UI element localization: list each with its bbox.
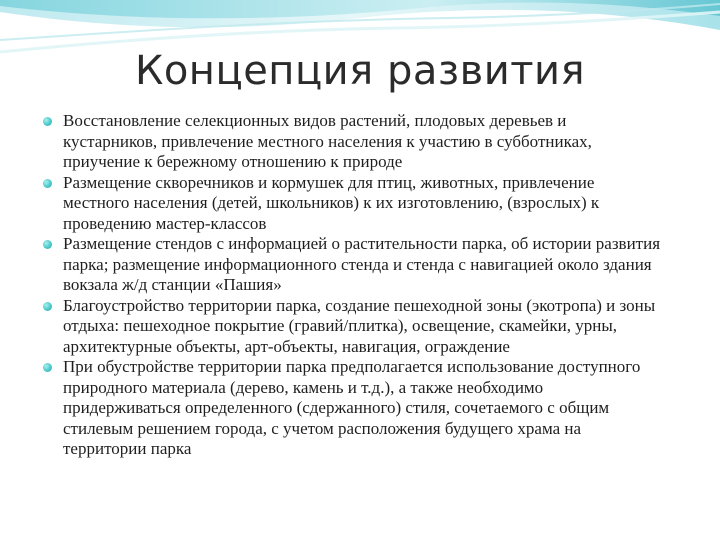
bullet-dot-icon — [43, 117, 52, 126]
bullet-list — [43, 111, 663, 460]
bullet-text: Размещение скворечников и кормушек для птиц, животных, привлечение местного населения (детей, школьников) к их изготовлению, (взрослых) к проведению мастер-классов — [63, 172, 600, 233]
list-item — [43, 173, 663, 235]
bullet-text: Благоустройство территории парка, создание пешеходной зоны (экотропа) и зоны отдыха: пешеходное покрытие (гравий/плитка), освещение, скамейки, урны, архитектурные объекты, арт-объекты, навигация, ограждение — [63, 295, 656, 356]
list-item — [43, 357, 663, 460]
bullet-dot-icon — [43, 363, 52, 372]
list-item — [43, 234, 663, 296]
bullet-dot-icon — [43, 302, 52, 311]
list-item — [43, 296, 663, 358]
list-item — [43, 111, 663, 173]
bullet-dot-icon — [43, 179, 52, 188]
bullet-text: Размещение стендов с информацией о растительности парка, об истории развития парка; размещение информационного стенда и стенда с навигацией около здания вокзала ж/д станции «Пашия» — [63, 234, 661, 294]
bullet-text: При обустройстве территории парка предполагается использование доступного природного материала (дерево, камень и т.д.), а также необходимо придерживаться определенного (сдержанного) стиля, сочетаемого с общим стилевым решением города, с учетом расположения будущего храма на территории парка — [63, 357, 641, 458]
bullet-dot-icon — [43, 240, 52, 249]
slide-title: Концепция развития — [134, 48, 586, 94]
bullet-text: Восстановление селекционных видов растений, плодовых деревьев и кустарников, привлечение местного населения к участию в субботниках, приучение к бережному отношению к природе — [63, 111, 592, 171]
